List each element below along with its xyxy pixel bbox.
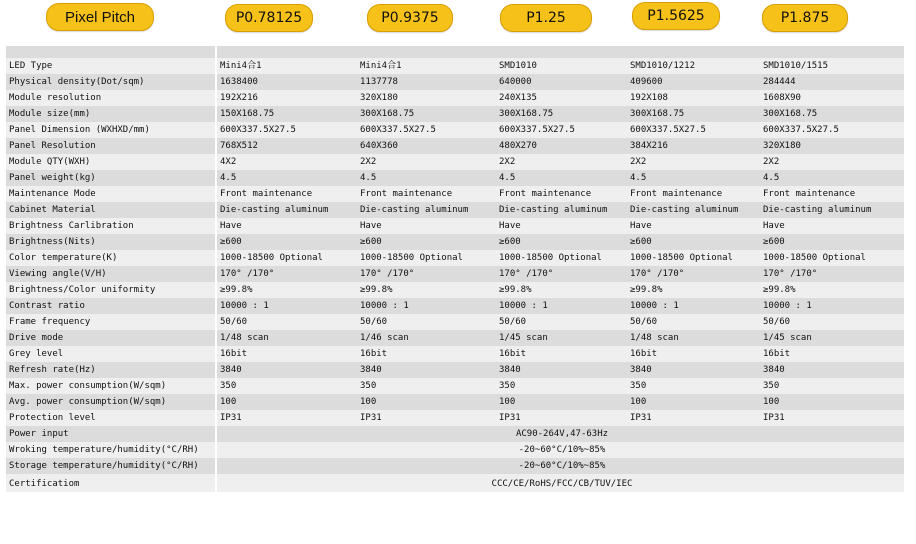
table-row xyxy=(6,410,904,426)
cell: ≥99.8% xyxy=(496,282,627,298)
cell: IP31 xyxy=(496,410,627,426)
row-label: Grey level xyxy=(6,346,216,362)
cell: IP31 xyxy=(760,410,904,426)
table-row xyxy=(6,282,904,298)
table-row-merged xyxy=(6,442,904,458)
cell: Die-casting aluminum xyxy=(760,202,904,218)
table-row xyxy=(6,138,904,154)
cell: IP31 xyxy=(627,410,760,426)
cell: ≥600 xyxy=(357,234,496,250)
cell: 320X180 xyxy=(357,90,496,106)
table-row xyxy=(6,154,904,170)
row-label: Maintenance Mode xyxy=(6,186,216,202)
cell: 16bit xyxy=(760,346,904,362)
table-row xyxy=(6,122,904,138)
table-row xyxy=(6,330,904,346)
cell: Front maintenance xyxy=(760,186,904,202)
cell: IP31 xyxy=(357,410,496,426)
cell: 170° /170° xyxy=(760,266,904,282)
cell: 100 xyxy=(627,394,760,410)
cell: ≥600 xyxy=(760,234,904,250)
cell: 3840 xyxy=(357,362,496,378)
cell: 16bit xyxy=(357,346,496,362)
cell: 320X180 xyxy=(760,138,904,154)
cell: ≥99.8% xyxy=(216,282,357,298)
cell: 600X337.5X27.5 xyxy=(357,122,496,138)
cell: 600X337.5X27.5 xyxy=(760,122,904,138)
table-row xyxy=(6,218,904,234)
cell: Die-casting aluminum xyxy=(627,202,760,218)
row-label: Brightness Carlibration xyxy=(6,218,216,234)
merged-cell: AC90-264V,47-63Hz xyxy=(216,426,904,442)
cell: 1000-18500 Optional xyxy=(357,250,496,266)
cell: 3840 xyxy=(760,362,904,378)
cell: 100 xyxy=(760,394,904,410)
merged-cell: -20~60°C/10%~85% xyxy=(216,442,904,458)
pixel-pitch-header xyxy=(0,0,916,40)
cell: Have xyxy=(357,218,496,234)
cell: 300X168.75 xyxy=(496,106,627,122)
row-label: Brightness/Color uniformity xyxy=(6,282,216,298)
cell: 350 xyxy=(496,378,627,394)
cell: 1/48 scan xyxy=(627,330,760,346)
cell: 1608X90 xyxy=(760,90,904,106)
cell: Have xyxy=(627,218,760,234)
row-label: Avg. power consumption(W/sqm) xyxy=(6,394,216,410)
table-row xyxy=(6,74,904,90)
cell: 4X2 xyxy=(216,154,357,170)
cell: ≥600 xyxy=(496,234,627,250)
cell: 2X2 xyxy=(357,154,496,170)
cell: 170° /170° xyxy=(496,266,627,282)
table-spacer-row xyxy=(6,46,904,58)
cell: 409600 xyxy=(627,74,760,90)
cell: 284444 xyxy=(760,74,904,90)
cell: 100 xyxy=(496,394,627,410)
cell: SMD1010/1515 xyxy=(760,58,904,74)
row-label: Max. power consumption(W/sqm) xyxy=(6,378,216,394)
table-row xyxy=(6,186,904,202)
cell: 50/60 xyxy=(357,314,496,330)
cell: 192X216 xyxy=(216,90,357,106)
row-label: Drive mode xyxy=(6,330,216,346)
row-label: Contrast ratio xyxy=(6,298,216,314)
cell: 100 xyxy=(357,394,496,410)
row-label: Storage temperature/humidity(°C/RH) xyxy=(6,458,216,474)
cell: 384X216 xyxy=(627,138,760,154)
table-row xyxy=(6,250,904,266)
cell: 4.5 xyxy=(760,170,904,186)
cell: SMD1010 xyxy=(496,58,627,74)
table-row xyxy=(6,90,904,106)
cell: 100 xyxy=(216,394,357,410)
spec-table xyxy=(6,46,904,492)
row-label: Certificatiom xyxy=(6,474,216,492)
table-row xyxy=(6,234,904,250)
cell: 16bit xyxy=(627,346,760,362)
row-label: Module QTY(WXH) xyxy=(6,154,216,170)
row-label: Cabinet Material xyxy=(6,202,216,218)
cell: 50/60 xyxy=(216,314,357,330)
table-row xyxy=(6,58,904,74)
cell: SMD1010/1212 xyxy=(627,58,760,74)
table-row xyxy=(6,378,904,394)
table-row xyxy=(6,298,904,314)
cell: 10000 : 1 xyxy=(627,298,760,314)
pitch-p1-875: P1.875 xyxy=(762,4,848,32)
cell: 4.5 xyxy=(627,170,760,186)
cell: 1/48 scan xyxy=(216,330,357,346)
cell: ≥600 xyxy=(216,234,357,250)
cell: 350 xyxy=(760,378,904,394)
pixel-pitch-label: Pixel Pitch xyxy=(46,3,154,31)
cell: 3840 xyxy=(216,362,357,378)
cell: Die-casting aluminum xyxy=(496,202,627,218)
cell: 1137778 xyxy=(357,74,496,90)
cell: 768X512 xyxy=(216,138,357,154)
row-label: Power input xyxy=(6,426,216,442)
cell: 192X108 xyxy=(627,90,760,106)
cell: 170° /170° xyxy=(216,266,357,282)
cell: 4.5 xyxy=(496,170,627,186)
row-label: Brightness(Nits) xyxy=(6,234,216,250)
cell: 1/45 scan xyxy=(760,330,904,346)
cell: 600X337.5X27.5 xyxy=(216,122,357,138)
merged-cell: CCC/CE/RoHS/FCC/CB/TUV/IEC xyxy=(216,474,904,492)
cell: Mini4合1 xyxy=(216,58,357,74)
cell: 1000-18500 Optional xyxy=(627,250,760,266)
table-row xyxy=(6,346,904,362)
table-row xyxy=(6,170,904,186)
row-label: Physical density(Dot/sqm) xyxy=(6,74,216,90)
row-label: LED Type xyxy=(6,58,216,74)
cell: IP31 xyxy=(216,410,357,426)
pitch-p0-9375: P0.9375 xyxy=(367,4,453,32)
cell: 640X360 xyxy=(357,138,496,154)
cell: Have xyxy=(496,218,627,234)
cell: Front maintenance xyxy=(357,186,496,202)
cell: 3840 xyxy=(627,362,760,378)
row-label: Panel weight(kg) xyxy=(6,170,216,186)
cell: 10000 : 1 xyxy=(357,298,496,314)
cell: 1638400 xyxy=(216,74,357,90)
cell: 350 xyxy=(627,378,760,394)
cell: 600X337.5X27.5 xyxy=(496,122,627,138)
cell: 2X2 xyxy=(496,154,627,170)
row-label: Panel Dimension (WXHXD/mm) xyxy=(6,122,216,138)
cell: 300X168.75 xyxy=(627,106,760,122)
cell: 480X270 xyxy=(496,138,627,154)
cell: 50/60 xyxy=(760,314,904,330)
cell: Front maintenance xyxy=(496,186,627,202)
row-label: Viewing angle(V/H) xyxy=(6,266,216,282)
cell: 640000 xyxy=(496,74,627,90)
table-row xyxy=(6,394,904,410)
cell: Die-casting aluminum xyxy=(216,202,357,218)
cell: ≥600 xyxy=(627,234,760,250)
cell: 1/46 scan xyxy=(357,330,496,346)
cell: 4.5 xyxy=(357,170,496,186)
table-row xyxy=(6,266,904,282)
cell: ≥99.8% xyxy=(357,282,496,298)
table-row-merged xyxy=(6,458,904,474)
cell: Front maintenance xyxy=(216,186,357,202)
cell: 1/45 scan xyxy=(496,330,627,346)
row-label: Protection level xyxy=(6,410,216,426)
merged-cell: -20~60°C/10%~85% xyxy=(216,458,904,474)
cell: 50/60 xyxy=(496,314,627,330)
cell: 350 xyxy=(216,378,357,394)
cell: 170° /170° xyxy=(627,266,760,282)
cell: 16bit xyxy=(216,346,357,362)
cell: Front maintenance xyxy=(627,186,760,202)
cell: ≥99.8% xyxy=(627,282,760,298)
cell: 350 xyxy=(357,378,496,394)
table-row-merged xyxy=(6,426,904,442)
table-row xyxy=(6,106,904,122)
cell: 600X337.5X27.5 xyxy=(627,122,760,138)
row-label: Module resolution xyxy=(6,90,216,106)
cell: 10000 : 1 xyxy=(496,298,627,314)
table-row xyxy=(6,314,904,330)
cell: 3840 xyxy=(496,362,627,378)
cell: 150X168.75 xyxy=(216,106,357,122)
cell: 1000-18500 Optional xyxy=(216,250,357,266)
pitch-p0-78125: P0.78125 xyxy=(225,4,313,32)
table-row-merged xyxy=(6,474,904,492)
cell: 2X2 xyxy=(760,154,904,170)
cell: 10000 : 1 xyxy=(216,298,357,314)
row-label: Module size(mm) xyxy=(6,106,216,122)
cell: 2X2 xyxy=(627,154,760,170)
cell: ≥99.8% xyxy=(760,282,904,298)
row-label: Frame frequency xyxy=(6,314,216,330)
cell: Mini4合1 xyxy=(357,58,496,74)
cell: Have xyxy=(760,218,904,234)
cell: 1000-18500 Optional xyxy=(760,250,904,266)
cell: 1000-18500 Optional xyxy=(496,250,627,266)
cell: 4.5 xyxy=(216,170,357,186)
cell: 10000 : 1 xyxy=(760,298,904,314)
cell: Die-casting aluminum xyxy=(357,202,496,218)
cell: 50/60 xyxy=(627,314,760,330)
row-label: Wroking temperature/humidity(°C/RH) xyxy=(6,442,216,458)
row-label: Color temperature(K) xyxy=(6,250,216,266)
pitch-p1-25: P1.25 xyxy=(500,4,592,32)
row-label: Refresh rate(Hz) xyxy=(6,362,216,378)
cell: 240X135 xyxy=(496,90,627,106)
cell: 170° /170° xyxy=(357,266,496,282)
table-row xyxy=(6,202,904,218)
row-label: Panel Resolution xyxy=(6,138,216,154)
cell: 300X168.75 xyxy=(760,106,904,122)
cell: 16bit xyxy=(496,346,627,362)
pitch-p1-5625: P1.5625 xyxy=(632,2,720,30)
table-row xyxy=(6,362,904,378)
cell: Have xyxy=(216,218,357,234)
cell: 300X168.75 xyxy=(357,106,496,122)
